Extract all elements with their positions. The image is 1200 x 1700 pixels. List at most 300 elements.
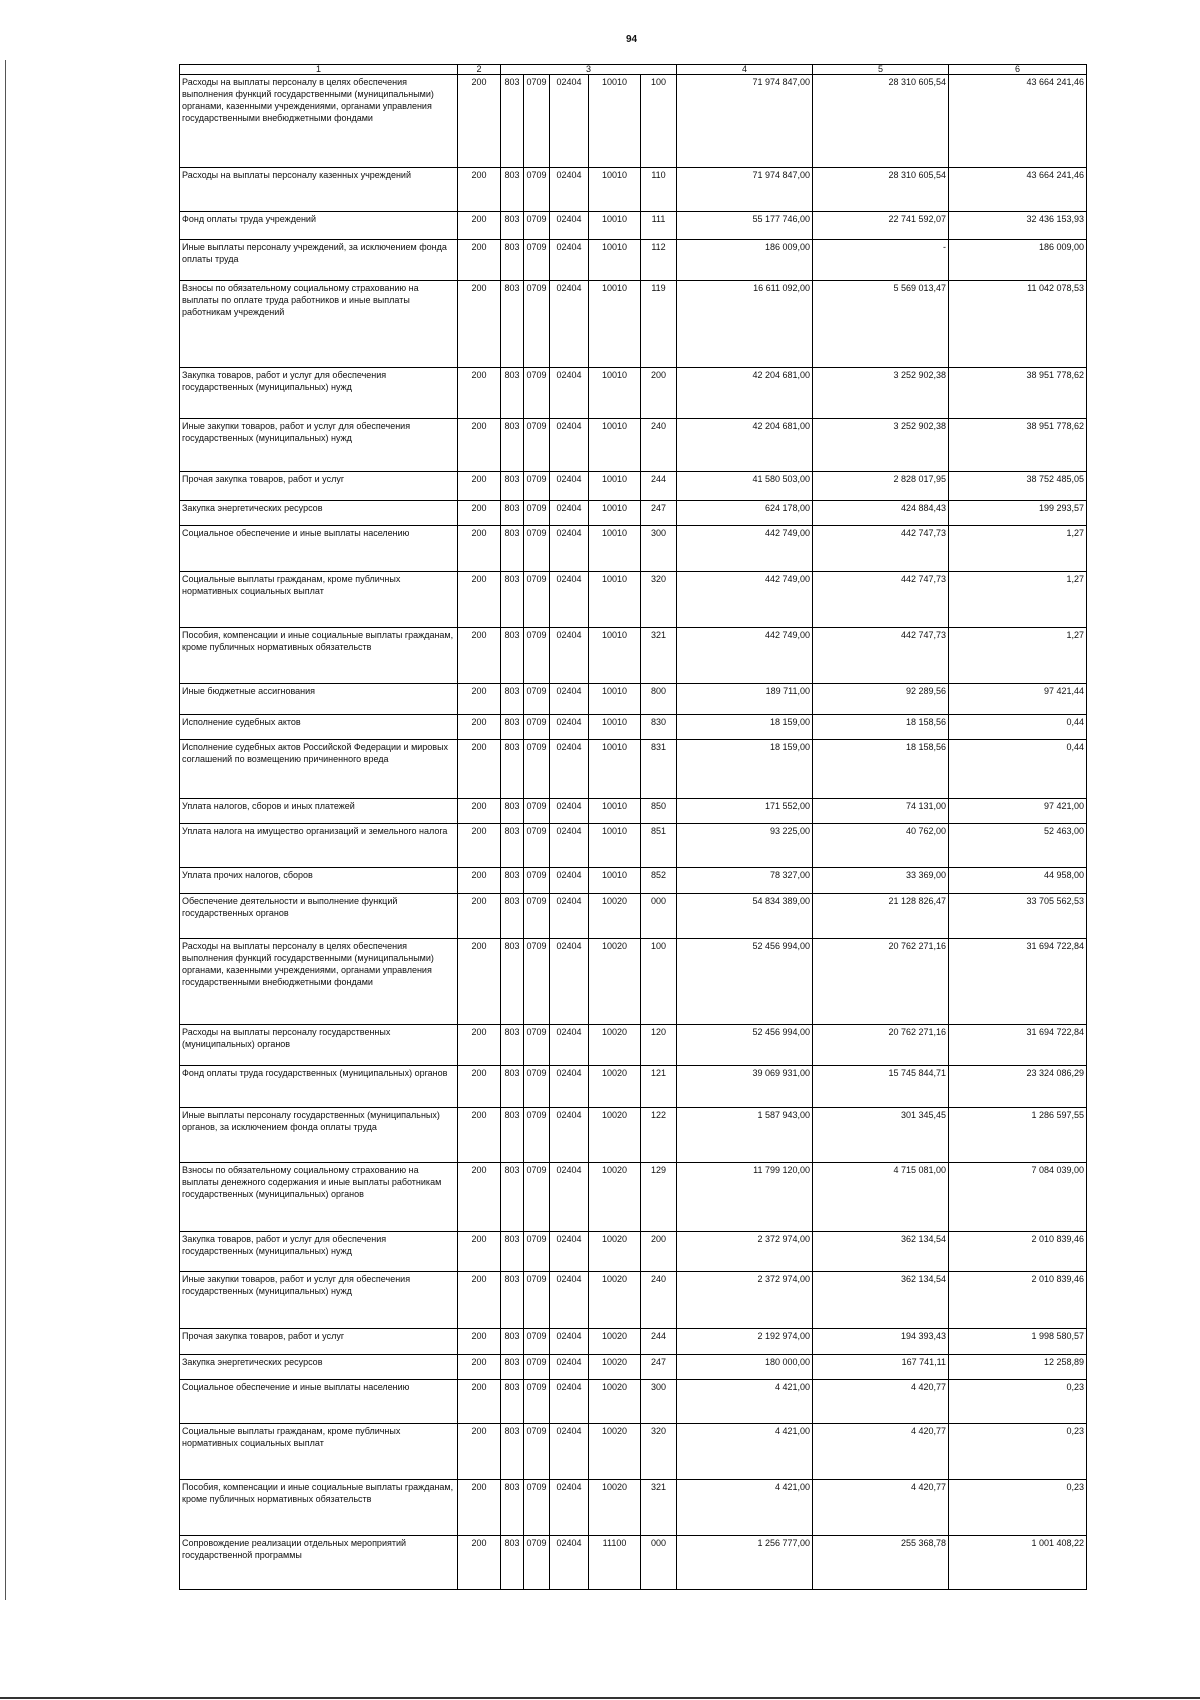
amount-approved: 2 372 974,00: [677, 1232, 813, 1272]
code-program: 02404: [550, 501, 589, 526]
code-subsection: 0709: [524, 894, 550, 939]
code-program: 02404: [550, 1536, 589, 1590]
table-row: [180, 1355, 1087, 1380]
code-target: 10010: [589, 868, 641, 894]
code-program: 02404: [550, 1480, 589, 1536]
line-code: 200: [458, 212, 501, 240]
code-expense-type: 200: [641, 368, 677, 419]
amount-unexecuted: 1,27: [949, 628, 1087, 684]
amount-executed: 5 569 013,47: [813, 281, 949, 368]
amount-approved: 171 552,00: [677, 799, 813, 824]
amount-executed: 424 884,43: [813, 501, 949, 526]
amount-approved: 55 177 746,00: [677, 212, 813, 240]
amount-approved: 52 456 994,00: [677, 939, 813, 1025]
line-code: 200: [458, 1355, 501, 1380]
code-program: 02404: [550, 526, 589, 572]
amount-unexecuted: 38 951 778,62: [949, 368, 1087, 419]
amount-executed: -: [813, 240, 949, 281]
row-name: Уплата налога на имущество организаций и земельного налога: [180, 824, 458, 868]
code-section: 803: [501, 419, 524, 472]
column-header-1: 1: [180, 65, 458, 75]
code-expense-type: 247: [641, 501, 677, 526]
amount-unexecuted: 1 286 597,55: [949, 1108, 1087, 1163]
row-name: Взносы по обязательному социальному страхованию на выплаты по оплате труда работников и иные выплаты работникам учреждений: [180, 281, 458, 368]
amount-unexecuted: 31 694 722,84: [949, 939, 1087, 1025]
table-row: [180, 1480, 1087, 1536]
row-name: Социальные выплаты гражданам, кроме публичных нормативных социальных выплат: [180, 1424, 458, 1480]
line-code: 200: [458, 1536, 501, 1590]
code-target: 10020: [589, 894, 641, 939]
row-name: Расходы на выплаты персоналу казенных учреждений: [180, 168, 458, 212]
code-section: 803: [501, 212, 524, 240]
table-row: [180, 1108, 1087, 1163]
code-target: 10020: [589, 939, 641, 1025]
amount-approved: 71 974 847,00: [677, 168, 813, 212]
code-target: 10020: [589, 1066, 641, 1108]
code-expense-type: 247: [641, 1355, 677, 1380]
amount-approved: 18 159,00: [677, 715, 813, 740]
code-section: 803: [501, 799, 524, 824]
row-name: Уплата прочих налогов, сборов: [180, 868, 458, 894]
code-section: 803: [501, 684, 524, 715]
amount-unexecuted: 43 664 241,46: [949, 75, 1087, 168]
code-subsection: 0709: [524, 75, 550, 168]
table-row: [180, 419, 1087, 472]
table-row: [180, 1066, 1087, 1108]
code-expense-type: 852: [641, 868, 677, 894]
row-name: Сопровождение реализации отдельных мероприятий государственной программы: [180, 1536, 458, 1590]
line-code: 200: [458, 168, 501, 212]
row-name: Взносы по обязательному социальному страхованию на выплаты денежного содержания и иные выплаты работникам государственных (муниципальных) органов: [180, 1163, 458, 1232]
amount-approved: 2 372 974,00: [677, 1272, 813, 1329]
line-code: 200: [458, 868, 501, 894]
code-expense-type: 000: [641, 1536, 677, 1590]
line-code: 200: [458, 368, 501, 419]
code-section: 803: [501, 824, 524, 868]
table-row: [180, 628, 1087, 684]
amount-executed: 362 134,54: [813, 1272, 949, 1329]
row-name: Исполнение судебных актов Российской Федерации и мировых соглашений по возмещению причиненного вреда: [180, 740, 458, 799]
column-header-6: 6: [949, 65, 1087, 75]
table-row: [180, 75, 1087, 168]
line-code: 200: [458, 684, 501, 715]
code-expense-type: 830: [641, 715, 677, 740]
table-row: [180, 684, 1087, 715]
row-name: Расходы на выплаты персоналу государственных (муниципальных) органов: [180, 1025, 458, 1066]
code-section: 803: [501, 1025, 524, 1066]
code-program: 02404: [550, 419, 589, 472]
code-expense-type: 129: [641, 1163, 677, 1232]
amount-unexecuted: 0,23: [949, 1424, 1087, 1480]
code-target: 10020: [589, 1163, 641, 1232]
code-target: 10010: [589, 240, 641, 281]
code-target: 10010: [589, 799, 641, 824]
table-row: [180, 281, 1087, 368]
code-program: 02404: [550, 1355, 589, 1380]
code-expense-type: 000: [641, 894, 677, 939]
amount-unexecuted: 0,23: [949, 1480, 1087, 1536]
table-row: [180, 1232, 1087, 1272]
code-target: 10010: [589, 572, 641, 628]
row-name: Пособия, компенсации и иные социальные выплаты гражданам, кроме публичных нормативных обязательств: [180, 1480, 458, 1536]
amount-approved: 442 749,00: [677, 628, 813, 684]
code-subsection: 0709: [524, 799, 550, 824]
code-subsection: 0709: [524, 526, 550, 572]
code-subsection: 0709: [524, 1232, 550, 1272]
column-header-3: 3: [501, 65, 677, 75]
amount-unexecuted: 97 421,44: [949, 684, 1087, 715]
line-code: 200: [458, 1272, 501, 1329]
row-name: Фонд оплаты труда учреждений: [180, 212, 458, 240]
row-name: Закупка товаров, работ и услуг для обеспечения государственных (муниципальных) нужд: [180, 1232, 458, 1272]
code-subsection: 0709: [524, 740, 550, 799]
amount-executed: 20 762 271,16: [813, 939, 949, 1025]
line-code: 200: [458, 1424, 501, 1480]
code-target: 10010: [589, 368, 641, 419]
amount-executed: 3 252 902,38: [813, 419, 949, 472]
table-row: [180, 1025, 1087, 1066]
code-expense-type: 300: [641, 1380, 677, 1424]
row-name: Исполнение судебных актов: [180, 715, 458, 740]
amount-unexecuted: 97 421,00: [949, 799, 1087, 824]
row-name: Уплата налогов, сборов и иных платежей: [180, 799, 458, 824]
code-program: 02404: [550, 824, 589, 868]
row-name: Социальное обеспечение и иные выплаты населению: [180, 526, 458, 572]
code-subsection: 0709: [524, 868, 550, 894]
code-program: 02404: [550, 1066, 589, 1108]
amount-unexecuted: 31 694 722,84: [949, 1025, 1087, 1066]
code-section: 803: [501, 1066, 524, 1108]
header-row: [180, 65, 1087, 75]
code-subsection: 0709: [524, 1272, 550, 1329]
code-section: 803: [501, 1380, 524, 1424]
code-section: 803: [501, 1272, 524, 1329]
amount-approved: 4 421,00: [677, 1380, 813, 1424]
code-subsection: 0709: [524, 1108, 550, 1163]
code-section: 803: [501, 939, 524, 1025]
amount-approved: 180 000,00: [677, 1355, 813, 1380]
code-program: 02404: [550, 212, 589, 240]
code-target: 10010: [589, 419, 641, 472]
row-name: Социальное обеспечение и иные выплаты населению: [180, 1380, 458, 1424]
code-expense-type: 321: [641, 628, 677, 684]
code-program: 02404: [550, 572, 589, 628]
code-subsection: 0709: [524, 1536, 550, 1590]
amount-unexecuted: 11 042 078,53: [949, 281, 1087, 368]
line-code: 200: [458, 1025, 501, 1066]
table-row: [180, 799, 1087, 824]
amount-approved: 189 711,00: [677, 684, 813, 715]
code-subsection: 0709: [524, 212, 550, 240]
code-expense-type: 244: [641, 472, 677, 501]
code-expense-type: 300: [641, 526, 677, 572]
code-program: 02404: [550, 939, 589, 1025]
code-target: 10010: [589, 281, 641, 368]
amount-unexecuted: 1 998 580,57: [949, 1329, 1087, 1355]
row-name: Иные закупки товаров, работ и услуг для обеспечения государственных (муниципальных) нужд: [180, 1272, 458, 1329]
amount-unexecuted: 33 705 562,53: [949, 894, 1087, 939]
code-section: 803: [501, 281, 524, 368]
code-subsection: 0709: [524, 1163, 550, 1232]
table-row: [180, 472, 1087, 501]
amount-approved: 2 192 974,00: [677, 1329, 813, 1355]
amount-unexecuted: 52 463,00: [949, 824, 1087, 868]
code-subsection: 0709: [524, 168, 550, 212]
code-section: 803: [501, 1424, 524, 1480]
line-code: 200: [458, 419, 501, 472]
code-expense-type: 120: [641, 1025, 677, 1066]
amount-executed: 4 420,77: [813, 1380, 949, 1424]
code-target: 10020: [589, 1329, 641, 1355]
code-subsection: 0709: [524, 715, 550, 740]
code-section: 803: [501, 240, 524, 281]
amount-approved: 1 256 777,00: [677, 1536, 813, 1590]
table-row: [180, 1272, 1087, 1329]
code-section: 803: [501, 740, 524, 799]
line-code: 200: [458, 572, 501, 628]
table-row: [180, 1329, 1087, 1355]
code-expense-type: 100: [641, 75, 677, 168]
amount-unexecuted: 186 009,00: [949, 240, 1087, 281]
amount-executed: 28 310 605,54: [813, 168, 949, 212]
amount-approved: 11 799 120,00: [677, 1163, 813, 1232]
table-row: [180, 939, 1087, 1025]
amount-executed: 18 158,56: [813, 740, 949, 799]
code-target: 11100: [589, 1536, 641, 1590]
amount-executed: 4 420,77: [813, 1480, 949, 1536]
code-program: 02404: [550, 1163, 589, 1232]
code-target: 10010: [589, 501, 641, 526]
code-program: 02404: [550, 868, 589, 894]
code-section: 803: [501, 1536, 524, 1590]
amount-approved: 71 974 847,00: [677, 75, 813, 168]
code-section: 803: [501, 628, 524, 684]
code-subsection: 0709: [524, 368, 550, 419]
code-section: 803: [501, 1480, 524, 1536]
table-row: [180, 501, 1087, 526]
code-program: 02404: [550, 1424, 589, 1480]
code-expense-type: 110: [641, 168, 677, 212]
table-row: [180, 168, 1087, 212]
table-row: [180, 240, 1087, 281]
table-row: [180, 868, 1087, 894]
code-expense-type: 240: [641, 419, 677, 472]
amount-executed: 28 310 605,54: [813, 75, 949, 168]
row-name: Иные закупки товаров, работ и услуг для обеспечения государственных (муниципальных) нужд: [180, 419, 458, 472]
amount-unexecuted: 0,23: [949, 1380, 1087, 1424]
amount-approved: 4 421,00: [677, 1424, 813, 1480]
code-subsection: 0709: [524, 1480, 550, 1536]
amount-executed: 74 131,00: [813, 799, 949, 824]
amount-executed: 2 828 017,95: [813, 472, 949, 501]
amount-executed: 442 747,73: [813, 628, 949, 684]
code-program: 02404: [550, 740, 589, 799]
amount-executed: 442 747,73: [813, 526, 949, 572]
code-section: 803: [501, 1163, 524, 1232]
code-target: 10010: [589, 824, 641, 868]
amount-approved: 4 421,00: [677, 1480, 813, 1536]
line-code: 200: [458, 740, 501, 799]
table-row: [180, 1424, 1087, 1480]
amount-unexecuted: 43 664 241,46: [949, 168, 1087, 212]
row-name: Социальные выплаты гражданам, кроме публичных нормативных социальных выплат: [180, 572, 458, 628]
code-subsection: 0709: [524, 1355, 550, 1380]
amount-executed: 92 289,56: [813, 684, 949, 715]
amount-unexecuted: 23 324 086,29: [949, 1066, 1087, 1108]
amount-approved: 93 225,00: [677, 824, 813, 868]
code-subsection: 0709: [524, 419, 550, 472]
amount-executed: 301 345,45: [813, 1108, 949, 1163]
row-name: Расходы на выплаты персоналу в целях обеспечения выполнения функций государственными (муниципальными) органами, казенными учреждениями, органами управления государственными внебюджетными фондами: [180, 939, 458, 1025]
code-subsection: 0709: [524, 1380, 550, 1424]
table-row: [180, 1163, 1087, 1232]
line-code: 200: [458, 281, 501, 368]
table-row: [180, 368, 1087, 419]
code-subsection: 0709: [524, 572, 550, 628]
row-name: Фонд оплаты труда государственных (муниципальных) органов: [180, 1066, 458, 1108]
line-code: 200: [458, 1232, 501, 1272]
scan-bottom-edge: [0, 1697, 1200, 1699]
code-expense-type: 320: [641, 572, 677, 628]
code-subsection: 0709: [524, 240, 550, 281]
code-target: 10020: [589, 1424, 641, 1480]
line-code: 200: [458, 1108, 501, 1163]
code-subsection: 0709: [524, 1424, 550, 1480]
code-subsection: 0709: [524, 684, 550, 715]
code-expense-type: 831: [641, 740, 677, 799]
amount-approved: 16 611 092,00: [677, 281, 813, 368]
amount-approved: 18 159,00: [677, 740, 813, 799]
code-expense-type: 122: [641, 1108, 677, 1163]
amount-unexecuted: 2 010 839,46: [949, 1272, 1087, 1329]
code-section: 803: [501, 572, 524, 628]
amount-unexecuted: 0,44: [949, 715, 1087, 740]
code-subsection: 0709: [524, 1329, 550, 1355]
code-expense-type: 800: [641, 684, 677, 715]
code-expense-type: 240: [641, 1272, 677, 1329]
code-section: 803: [501, 894, 524, 939]
code-expense-type: 200: [641, 1232, 677, 1272]
line-code: 200: [458, 628, 501, 684]
table-row: [180, 824, 1087, 868]
table-row: [180, 572, 1087, 628]
code-expense-type: 121: [641, 1066, 677, 1108]
amount-approved: 52 456 994,00: [677, 1025, 813, 1066]
amount-executed: 15 745 844,71: [813, 1066, 949, 1108]
code-subsection: 0709: [524, 1066, 550, 1108]
column-header-5: 5: [813, 65, 949, 75]
amount-unexecuted: 2 010 839,46: [949, 1232, 1087, 1272]
amount-unexecuted: 1,27: [949, 526, 1087, 572]
code-section: 803: [501, 526, 524, 572]
code-program: 02404: [550, 715, 589, 740]
code-section: 803: [501, 168, 524, 212]
amount-executed: 3 252 902,38: [813, 368, 949, 419]
code-program: 02404: [550, 1232, 589, 1272]
amount-unexecuted: 199 293,57: [949, 501, 1087, 526]
code-subsection: 0709: [524, 939, 550, 1025]
code-target: 10010: [589, 212, 641, 240]
code-program: 02404: [550, 1329, 589, 1355]
code-program: 02404: [550, 1380, 589, 1424]
amount-executed: 18 158,56: [813, 715, 949, 740]
line-code: 200: [458, 939, 501, 1025]
amount-unexecuted: 1 001 408,22: [949, 1536, 1087, 1590]
amount-approved: 186 009,00: [677, 240, 813, 281]
code-section: 803: [501, 472, 524, 501]
row-name: Обеспечение деятельности и выполнение функций государственных органов: [180, 894, 458, 939]
code-target: 10020: [589, 1355, 641, 1380]
code-program: 02404: [550, 894, 589, 939]
code-program: 02404: [550, 240, 589, 281]
code-section: 803: [501, 715, 524, 740]
amount-unexecuted: 38 752 485,05: [949, 472, 1087, 501]
amount-approved: 41 580 503,00: [677, 472, 813, 501]
code-program: 02404: [550, 75, 589, 168]
code-program: 02404: [550, 281, 589, 368]
amount-executed: 442 747,73: [813, 572, 949, 628]
line-code: 200: [458, 501, 501, 526]
amount-unexecuted: 12 258,89: [949, 1355, 1087, 1380]
amount-approved: 42 204 681,00: [677, 368, 813, 419]
amount-approved: 624 178,00: [677, 501, 813, 526]
code-expense-type: 321: [641, 1480, 677, 1536]
column-header-4: 4: [677, 65, 813, 75]
code-target: 10020: [589, 1232, 641, 1272]
code-section: 803: [501, 501, 524, 526]
table-row: [180, 740, 1087, 799]
amount-executed: 362 134,54: [813, 1232, 949, 1272]
code-target: 10010: [589, 168, 641, 212]
amount-unexecuted: 38 951 778,62: [949, 419, 1087, 472]
table-row: [180, 894, 1087, 939]
code-program: 02404: [550, 1272, 589, 1329]
line-code: 200: [458, 1329, 501, 1355]
code-expense-type: 850: [641, 799, 677, 824]
code-section: 803: [501, 75, 524, 168]
code-program: 02404: [550, 628, 589, 684]
amount-unexecuted: 32 436 153,93: [949, 212, 1087, 240]
code-expense-type: 119: [641, 281, 677, 368]
column-header-2: 2: [458, 65, 501, 75]
amount-unexecuted: 44 958,00: [949, 868, 1087, 894]
code-section: 803: [501, 1108, 524, 1163]
line-code: 200: [458, 75, 501, 168]
row-name: Прочая закупка товаров, работ и услуг: [180, 472, 458, 501]
row-name: Пособия, компенсации и иные социальные выплаты гражданам, кроме публичных нормативных обязательств: [180, 628, 458, 684]
row-name: Расходы на выплаты персоналу в целях обеспечения выполнения функций государственными (муниципальными) органами, казенными учреждениями, органами управления государственными внебюджетными фондами: [180, 75, 458, 168]
amount-executed: 4 420,77: [813, 1424, 949, 1480]
line-code: 200: [458, 824, 501, 868]
code-expense-type: 851: [641, 824, 677, 868]
code-program: 02404: [550, 368, 589, 419]
code-target: 10020: [589, 1380, 641, 1424]
code-target: 10020: [589, 1025, 641, 1066]
code-target: 10020: [589, 1272, 641, 1329]
line-code: 200: [458, 1163, 501, 1232]
amount-executed: 22 741 592,07: [813, 212, 949, 240]
code-section: 803: [501, 368, 524, 419]
amount-approved: 442 749,00: [677, 572, 813, 628]
code-subsection: 0709: [524, 281, 550, 368]
code-program: 02404: [550, 168, 589, 212]
page-number: 94: [625, 34, 638, 45]
amount-executed: 21 128 826,47: [813, 894, 949, 939]
code-target: 10010: [589, 715, 641, 740]
code-subsection: 0709: [524, 628, 550, 684]
row-name: Прочая закупка товаров, работ и услуг: [180, 1329, 458, 1355]
code-target: 10020: [589, 1480, 641, 1536]
